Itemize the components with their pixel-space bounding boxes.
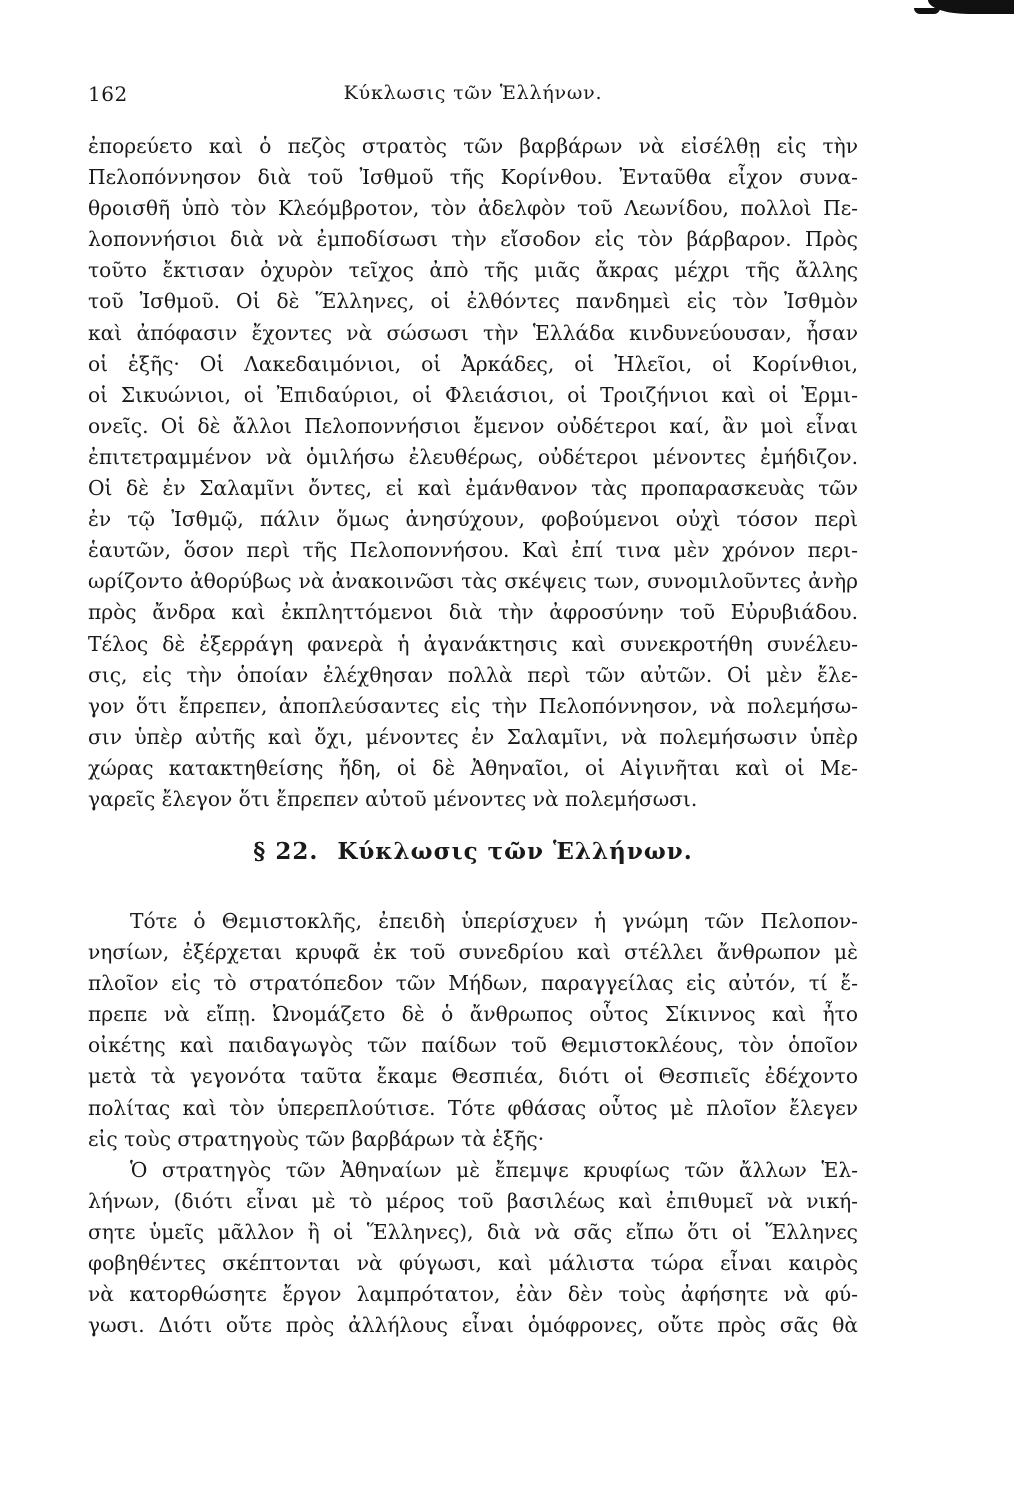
text-line: πρὸς ἄνδρα καὶ ἐκπληττόμενοι διὰ τὴν ἀφροσύνην τοῦ Εὐρυβιάδου. bbox=[88, 600, 858, 625]
text-line: πρεπε νὰ εἴπῃ. Ὠνομάζετο δὲ ὁ ἄνθρωπος οὗτος Σίκιννος καὶ ἦτο bbox=[88, 1002, 858, 1027]
text-line: ἑαυτῶν, ὅσον περὶ τῆς Πελοποννήσου. Καὶ ἐπί τινα μὲν χρόνον περι- bbox=[88, 538, 858, 563]
section-title: Κύκλωσις τῶν Ἑλλήνων. bbox=[337, 838, 693, 865]
text-line: μετὰ τὰ γεγονότα ταῦτα ἔκαμε Θεσπιέα, διότι οἱ Θεσπιεῖς ἐδέχοντο bbox=[88, 1064, 858, 1089]
paragraph-2 bbox=[88, 906, 858, 1341]
text-line: οἰκέτης καὶ παιδαγωγὸς τῶν παίδων τοῦ Θεμιστοκλέους, τὸν ὁποῖον bbox=[88, 1033, 858, 1058]
page-header bbox=[88, 82, 858, 112]
text-line: Οἱ δὲ ἐν Σαλαμῖνι ὄντες, εἰ καὶ ἐμάνθανον τὰς προπαρασκευὰς τῶν bbox=[88, 476, 858, 501]
text-line: πολίτας καὶ τὸν ὑπερεπλούτισε. Τότε φθάσας οὗτος μὲ πλοῖον ἔλεγεν bbox=[88, 1095, 858, 1120]
text-line: λοποννήσιοι διὰ νὰ ἐμποδίσωσι τὴν εἴσοδον εἰς τὸν βάρβαρον. Πρὸς bbox=[88, 227, 858, 252]
text-line: ωρίζοντο ἀθορύβως νὰ ἀνακοινῶσι τὰς σκέψεις των, συνομιλοῦντες ἀνὴρ bbox=[88, 569, 858, 594]
page-number: 162 bbox=[88, 82, 128, 106]
text-line: χώρας κατακτηθείσης ἤδη, οἱ δὲ Ἀθηναῖοι, οἱ Αἰγινῆται καὶ οἱ Με- bbox=[88, 755, 858, 780]
text-line: Ὁ στρατηγὸς τῶν Ἀθηναίων μὲ ἔπεμψε κρυφίως τῶν ἄλλων Ἑλ- bbox=[130, 1157, 858, 1182]
text-line: ἐν τῷ Ἰσθμῷ, πάλιν ὅμως ἀνησύχουν, φοβούμενοι οὐχὶ τόσον περὶ bbox=[88, 507, 858, 532]
text-line: πλοῖον εἰς τὸ στρατόπεδον τῶν Μήδων, παραγγείλας εἰς αὐτόν, τί ἔ- bbox=[88, 971, 858, 996]
paragraph-1 bbox=[88, 131, 858, 815]
text-line: τοῦ Ἰσθμοῦ. Οἱ δὲ Ἕλληνες, οἱ ἐλθόντες πανδημεὶ εἰς τὸν Ἰσθμὸν bbox=[88, 289, 858, 314]
text-line: νὰ κατορθώσητε ἔργον λαμπρότατον, ἐὰν δὲν τοὺς ἀφήσητε νὰ φύ- bbox=[88, 1282, 858, 1307]
text-line: γωσι. Διότι οὔτε πρὸς ἀλλήλους εἶναι ὁμόφρονες, οὔτε πρὸς σᾶς θὰ bbox=[88, 1313, 858, 1338]
text-line: καὶ ἀπόφασιν ἔχοντες νὰ σώσωσι τὴν Ἑλλάδα κινδυνεύουσαν, ἦσαν bbox=[88, 320, 858, 345]
text-line: οἱ Σικυώνιοι, οἱ Ἐπιδαύριοι, οἱ Φλειάσιοι, οἱ Τροιζήνιοι καὶ οἱ Ἑρμι- bbox=[88, 382, 858, 407]
text-line: εἰς τοὺς στρατηγοὺς τῶν βαρβάρων τὰ ἑξῆς· bbox=[88, 1126, 545, 1151]
text-line: σις, εἰς τὴν ὁποίαν ἐλέχθησαν πολλὰ περὶ τῶν αὐτῶν. Οἱ μὲν ἔλε- bbox=[88, 662, 858, 687]
text-line: λήνων, (διότι εἶναι μὲ τὸ μέρος τοῦ βασιλέως καὶ ἐπιθυμεῖ νὰ νική- bbox=[88, 1188, 858, 1213]
text-line: θροισθῆ ὑπὸ τὸν Κλεόμβροτον, τὸν ἀδελφὸν τοῦ Λεωνίδου, πολλοὶ Πε- bbox=[88, 196, 858, 221]
text-line: ονεῖς. Οἱ δὲ ἄλλοι Πελοποννήσιοι ἔμενον οὐδέτεροι καί, ἂν μοὶ εἶναι bbox=[88, 413, 858, 438]
section-number: § 22. bbox=[253, 838, 319, 865]
text-line: Τέλος δὲ ἐξερράγη φανερὰ ἡ ἀγανάκτησις καὶ συνεκροτήθη συνέλευ- bbox=[88, 631, 858, 656]
text-line: σητε ὑμεῖς μᾶλλον ἢ οἱ Ἕλληνες), διὰ νὰ σᾶς εἴπω ὅτι οἱ Ἕλληνες bbox=[88, 1219, 858, 1244]
text-line: γον ὅτι ἔπρεπεν, ἀποπλεύσαντες εἰς τὴν Πελοπόννησον, νὰ πολεμήσω- bbox=[88, 693, 858, 718]
text-line: ἐπορεύετο καὶ ὁ πεζὸς στρατὸς τῶν βαρβάρων νὰ εἰσέλθῃ εἰς τὴν bbox=[88, 134, 858, 158]
text-line: ἐπιτετραμμένον νὰ ὁμιλήσω ἐλευθέρως, οὐδέτεροι μένοντες ἐμήδιζον. bbox=[88, 444, 858, 469]
running-head: Κύκλωσις τῶν Ἑλλήνων. bbox=[343, 82, 603, 104]
text-line: οἱ ἑξῆς· Οἱ Λακεδαιμόνιοι, οἱ Ἀρκάδες, οἱ Ἠλεῖοι, οἱ Κορίνθιοι, bbox=[88, 351, 858, 376]
text-line: νησίων, ἐξέρχεται κρυφᾶ ἐκ τοῦ συνεδρίου καὶ στέλλει ἄνθρωπον μὲ bbox=[88, 940, 858, 965]
text-line: τοῦτο ἔκτισαν ὀχυρὸν τεῖχος ἀπὸ τῆς μιᾶς ἄκρας μέχρι τῆς ἄλλης bbox=[88, 258, 858, 283]
section-heading bbox=[88, 838, 858, 865]
text-line: Τότε ὁ Θεμιστοκλῆς, ἐπειδὴ ὑπερίσχυεν ἡ γνώμη τῶν Πελοπον- bbox=[130, 909, 858, 933]
ink-blot-decoration bbox=[928, 0, 1014, 14]
text-line: σιν ὑπὲρ αὐτῆς καὶ ὄχι, μένοντες ἐν Σαλαμῖνι, νὰ πολεμήσωσιν ὑπὲρ bbox=[88, 724, 858, 749]
text-line: φοβηθέντες σκέπτονται νὰ φύγωσι, καὶ μάλιστα τώρα εἶναι καιρὸς bbox=[88, 1251, 858, 1276]
text-line: Πελοπόννησον διὰ τοῦ Ἰσθμοῦ τῆς Κορίνθου. Ἐνταῦθα εἶχον συνα- bbox=[88, 165, 858, 190]
text-line: γαρεῖς ἔλεγον ὅτι ἔπρεπεν αὐτοῦ μένοντες νὰ πολεμήσωσι. bbox=[88, 786, 698, 811]
